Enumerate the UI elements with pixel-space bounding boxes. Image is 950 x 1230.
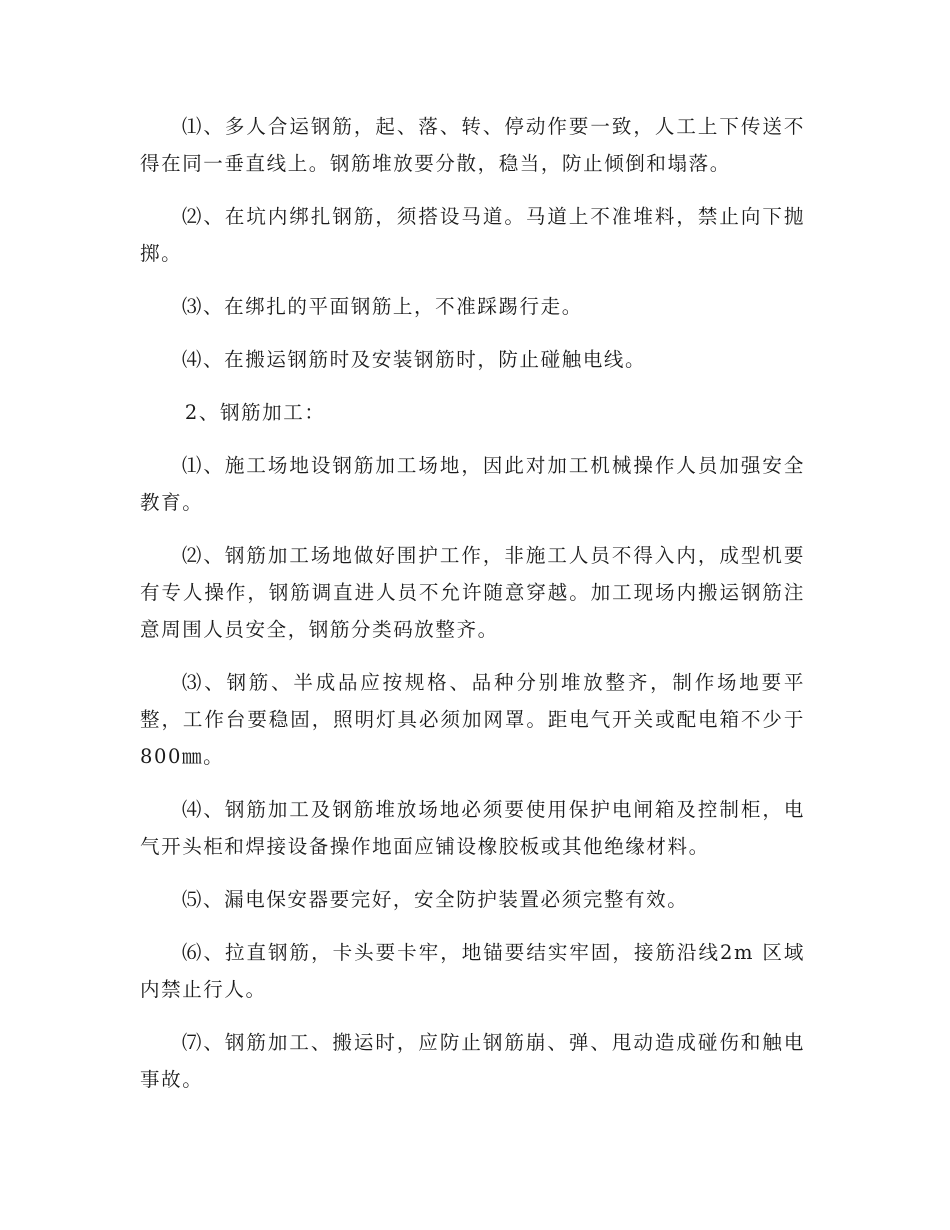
paragraph-leakage-protector: ⑸、漏电保安器要完好，安全防护装置必须完整有效。 <box>181 888 689 911</box>
paragraph-prevent-injury: ⑺、钢筋加工、搬运时，应防止钢筋崩、弹、甩动造成碰伤和触电事故。 <box>140 1031 805 1091</box>
paragraph-no-walking: ⑶、在绑扎的平面钢筋上，不准踩踢行走。 <box>181 295 583 318</box>
paragraph-site-enclosure: ⑵、钢筋加工场地做好围护工作，非施工人员不得入内，成型机要有专人操作，钢筋调直进人员不允许随意穿越。加工现场内搬运钢筋注意周围人员安全，钢筋分类码放整齐。 <box>140 544 805 641</box>
paragraph-transport-rebar: ⑴、多人合运钢筋，起、落、转、停动作要一致，人工上下传送不得在同一垂直线上。钢筋堆放要分散，稳当，防止倾倒和塌落。 <box>140 115 805 175</box>
paragraph-processing-site: ⑴、施工场地设钢筋加工场地，因此对加工机械操作人员加强安全教育。 <box>140 454 805 514</box>
paragraph-straightening: ⑹、拉直钢筋，卡头要卡牢，地锚要结实牢固，接筋沿线2m 区域内禁止行人。 <box>140 941 805 1001</box>
paragraph-avoid-wires: ⑷、在搬运钢筋时及安装钢筋时，防止碰触电线。 <box>181 348 647 371</box>
paragraph-electrical-cabinets: ⑷、钢筋加工及钢筋堆放场地必须要使用保护电闸箱及控制柜，电气开头柜和焊接设备操作地面应铺设橡胶板或其他绝缘材料。 <box>140 798 805 858</box>
paragraph-stacking-rules: ⑶、钢筋、半成品应按规格、品种分别堆放整齐，制作场地要平整，工作台要稳固，照明灯具必须加网罩。距电气开关或配电箱不少于800㎜。 <box>140 671 805 768</box>
paragraph-pit-binding: ⑵、在坑内绑扎钢筋，须搭设马道。马道上不准堆料，禁止向下抛掷。 <box>140 205 805 265</box>
document-body <box>140 108 805 1114</box>
section-heading-rebar-processing: 2、钢筋加工： <box>184 401 326 424</box>
